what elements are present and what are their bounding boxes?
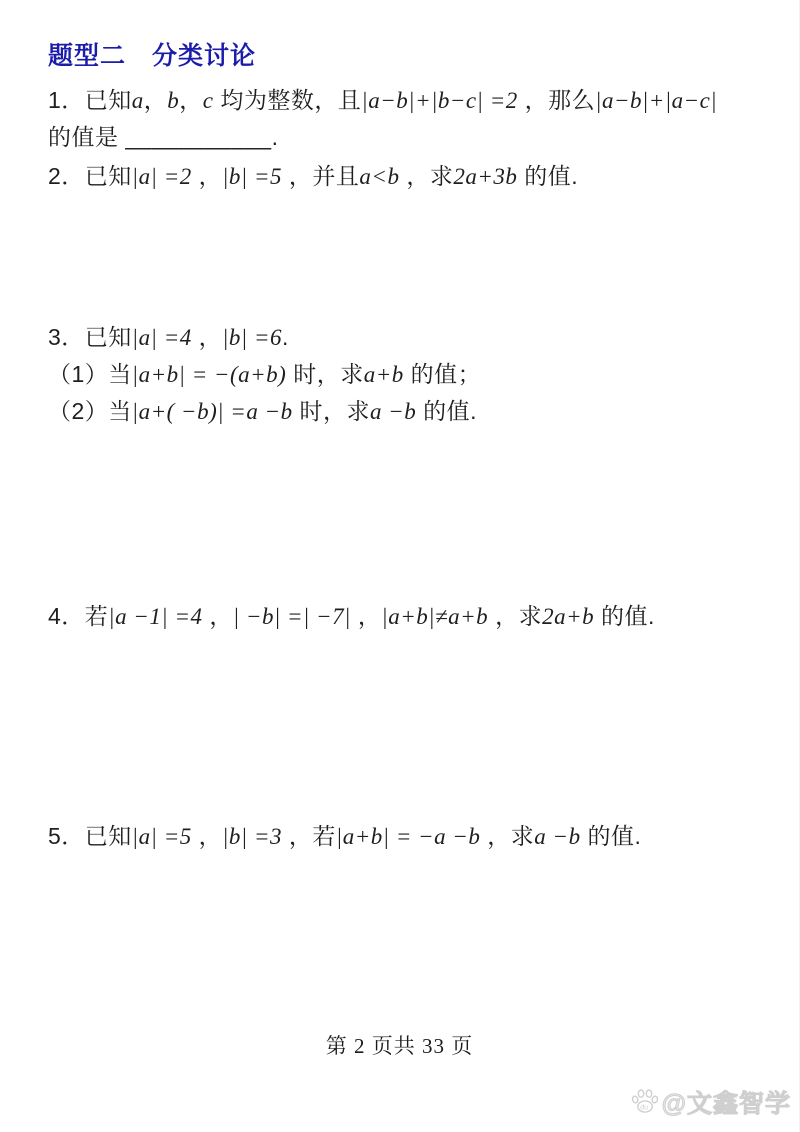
watermark bbox=[630, 1084, 791, 1120]
math-run: |a+b|≠a+b bbox=[381, 604, 489, 629]
text-run: ，求 bbox=[480, 823, 535, 849]
text-run: 1．已知 bbox=[48, 87, 132, 113]
text-run: ， bbox=[202, 603, 233, 629]
math-run: |a−b|+|a−c| bbox=[595, 88, 718, 113]
text-run: . bbox=[282, 324, 289, 350]
math-run: a+b bbox=[363, 362, 404, 387]
math-run: |a+b| = −(a+b) bbox=[131, 362, 287, 387]
question-2 bbox=[48, 158, 769, 195]
text-run: （2）当 bbox=[48, 398, 132, 424]
text-run: ， bbox=[191, 823, 223, 849]
text-run: ， bbox=[191, 163, 223, 189]
math-run: b bbox=[167, 88, 180, 113]
page-content bbox=[48, 0, 769, 855]
text-run: ，求 bbox=[399, 163, 454, 189]
math-run: |a| =2 bbox=[131, 164, 192, 189]
text-run: 2．已知 bbox=[48, 163, 132, 189]
text-run: ，那么 bbox=[517, 87, 596, 113]
text-run: ， bbox=[191, 324, 223, 350]
text-run: 的值是 bbox=[48, 124, 126, 150]
question-subpart-2 bbox=[48, 393, 769, 430]
math-run: |a −1| =4 bbox=[108, 604, 203, 629]
text-run: 时，求 bbox=[286, 361, 364, 387]
math-run: |a+( −b)| =a −b bbox=[131, 399, 293, 424]
question-3 bbox=[48, 319, 769, 430]
math-run: |b| =3 bbox=[222, 824, 283, 849]
text-run: 4．若 bbox=[48, 603, 109, 629]
page-number-footer: 第 2 页共 33 页 bbox=[325, 1034, 474, 1058]
text-run: ， bbox=[143, 87, 168, 113]
math-run: 2a+3b bbox=[453, 164, 518, 189]
question-line bbox=[48, 818, 769, 855]
math-run: c bbox=[202, 88, 214, 113]
text-run: ， bbox=[350, 603, 382, 629]
math-run: |a| =5 bbox=[131, 824, 192, 849]
math-run: a −b bbox=[534, 824, 581, 849]
question-line-blank bbox=[48, 119, 769, 156]
text-run: ，若 bbox=[282, 823, 336, 849]
text-run: 均为整数，且 bbox=[213, 87, 362, 113]
text-run: ， bbox=[179, 87, 203, 113]
text-run: 时，求 bbox=[292, 398, 370, 424]
question-4 bbox=[48, 598, 769, 635]
question-5 bbox=[48, 818, 769, 855]
question-subpart-1 bbox=[48, 356, 769, 393]
question-line bbox=[48, 82, 769, 119]
math-run: | −b| =| −7| bbox=[232, 604, 351, 629]
text-run: ，并且 bbox=[282, 163, 360, 189]
math-run: |a−b|+|b−c| =2 bbox=[361, 88, 518, 113]
math-run: a −b bbox=[369, 399, 417, 424]
question-line bbox=[48, 158, 769, 195]
text-run: 的值. bbox=[416, 398, 478, 424]
watermark-text: @文鑫智学 bbox=[661, 1090, 791, 1118]
math-run: |b| =5 bbox=[222, 164, 283, 189]
section-heading: 题型二 分类讨论 bbox=[48, 42, 257, 70]
paw-du-label: du bbox=[639, 1104, 648, 1112]
baidu-paw-icon bbox=[630, 1087, 660, 1117]
math-run: a bbox=[131, 88, 144, 113]
text-run: 3．已知 bbox=[48, 324, 132, 350]
question-line bbox=[48, 598, 769, 635]
question-1 bbox=[48, 82, 769, 156]
text-run: 的值. bbox=[580, 823, 642, 849]
text-run: （1）当 bbox=[48, 361, 132, 387]
math-run: |a+b| = −a −b bbox=[335, 824, 481, 849]
text-run: 5．已知 bbox=[48, 823, 132, 849]
text-run: ___________. bbox=[125, 124, 279, 150]
math-run: a<b bbox=[359, 164, 400, 189]
math-run: |b| =6 bbox=[222, 325, 283, 350]
text-run: ，求 bbox=[488, 603, 543, 629]
math-run: |a| =4 bbox=[131, 325, 192, 350]
text-run: 的值. bbox=[517, 163, 579, 189]
math-run: 2a+b bbox=[542, 604, 595, 629]
question-line bbox=[48, 319, 769, 356]
text-run: 的值； bbox=[403, 361, 482, 387]
text-run: 的值. bbox=[594, 603, 655, 629]
